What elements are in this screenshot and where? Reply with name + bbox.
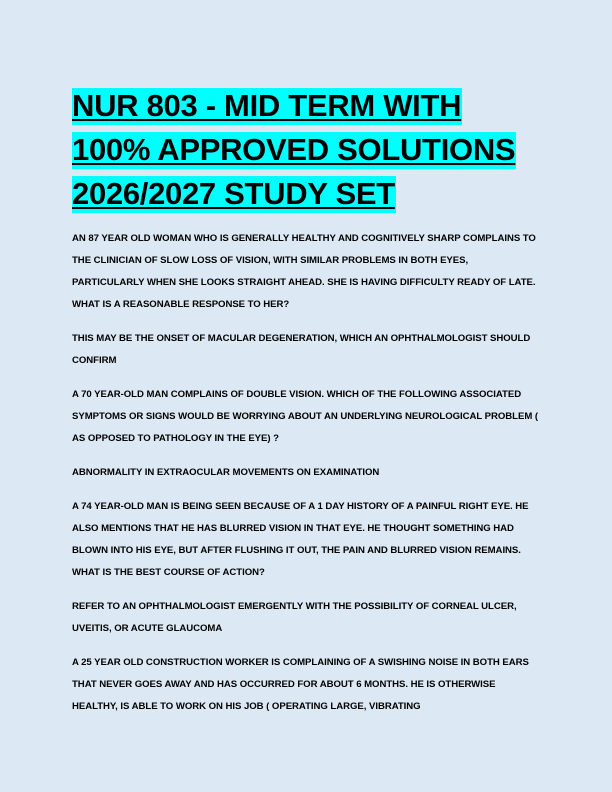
question-paragraph: A 70 YEAR-OLD MAN COMPLAINS OF DOUBLE VISION. WHICH OF THE FOLLOWING ASSOCIATED SYMPTOMS OR SIGNS WOULD BE WORRYING ABOUT AN UNDERLYING NEUROLOGICAL PROBLEM ( AS OPPOSED TO PATHOLOGY IN THE EYE) ? xyxy=(72,389,539,444)
title-line: NUR 803 - MID TERM WITH xyxy=(72,88,462,123)
title-line: 2026/2027 STUDY SET xyxy=(72,176,395,211)
document-page xyxy=(72,84,542,730)
answer-paragraph: ABNORMALITY IN EXTRAOCULAR MOVEMENTS ON EXAMINATION xyxy=(72,467,380,478)
question-paragraph: AN 87 YEAR OLD WOMAN WHO IS GENERALLY HEALTHY AND COGNITIVELY SHARP COMPLAINS TO THE CLINICIAN OF SLOW LOSS OF VISION, WITH SIMILAR PROBLEMS IN BOTH EYES, PARTICULARLY WHEN SHE LOOKS STRAIGHT AHEAD. SHE IS HAVING DIFFICULTY READY OF LATE. WHAT IS A REASONABLE RESPONSE TO HER? xyxy=(72,233,536,310)
answer-paragraph: REFER TO AN OPHTHALMOLOGIST EMERGENTLY WITH THE POSSIBILITY OF CORNEAL ULCER, UVEITIS, OR ACUTE GLAUCOMA xyxy=(72,601,517,634)
answer-paragraph: THIS MAY BE THE ONSET OF MACULAR DEGENERATION, WHICH AN OPHTHALMOLOGIST SHOULD CONFIRM xyxy=(72,333,531,366)
title-line: 100% APPROVED SOLUTIONS xyxy=(72,132,516,167)
document-title xyxy=(72,84,542,216)
question-paragraph: A 74 YEAR-OLD MAN IS BEING SEEN BECAUSE OF A 1 DAY HISTORY OF A PAINFUL RIGHT EYE. HE ALSO MENTIONS THAT HE HAS BLURRED VISION IN THAT EYE. HE THOUGHT SOMETHING HAD BLOWN INTO HIS EYE, BUT AFTER FLUSHING IT OUT, THE PAIN AND BLURRED VISION REMAINS. WHAT IS THE BEST COURSE OF ACTION? xyxy=(72,501,529,578)
question-paragraph: A 25 YEAR OLD CONSTRUCTION WORKER IS COMPLAINING OF A SWISHING NOISE IN BOTH EARS THAT NEVER GOES AWAY AND HAS OCCURRED FOR ABOUT 6 MONTHS. HE IS OTHERWISE HEALTHY, IS ABLE TO WORK ON HIS JOB ( OPERATING LARGE, VIBRATING xyxy=(72,657,529,712)
